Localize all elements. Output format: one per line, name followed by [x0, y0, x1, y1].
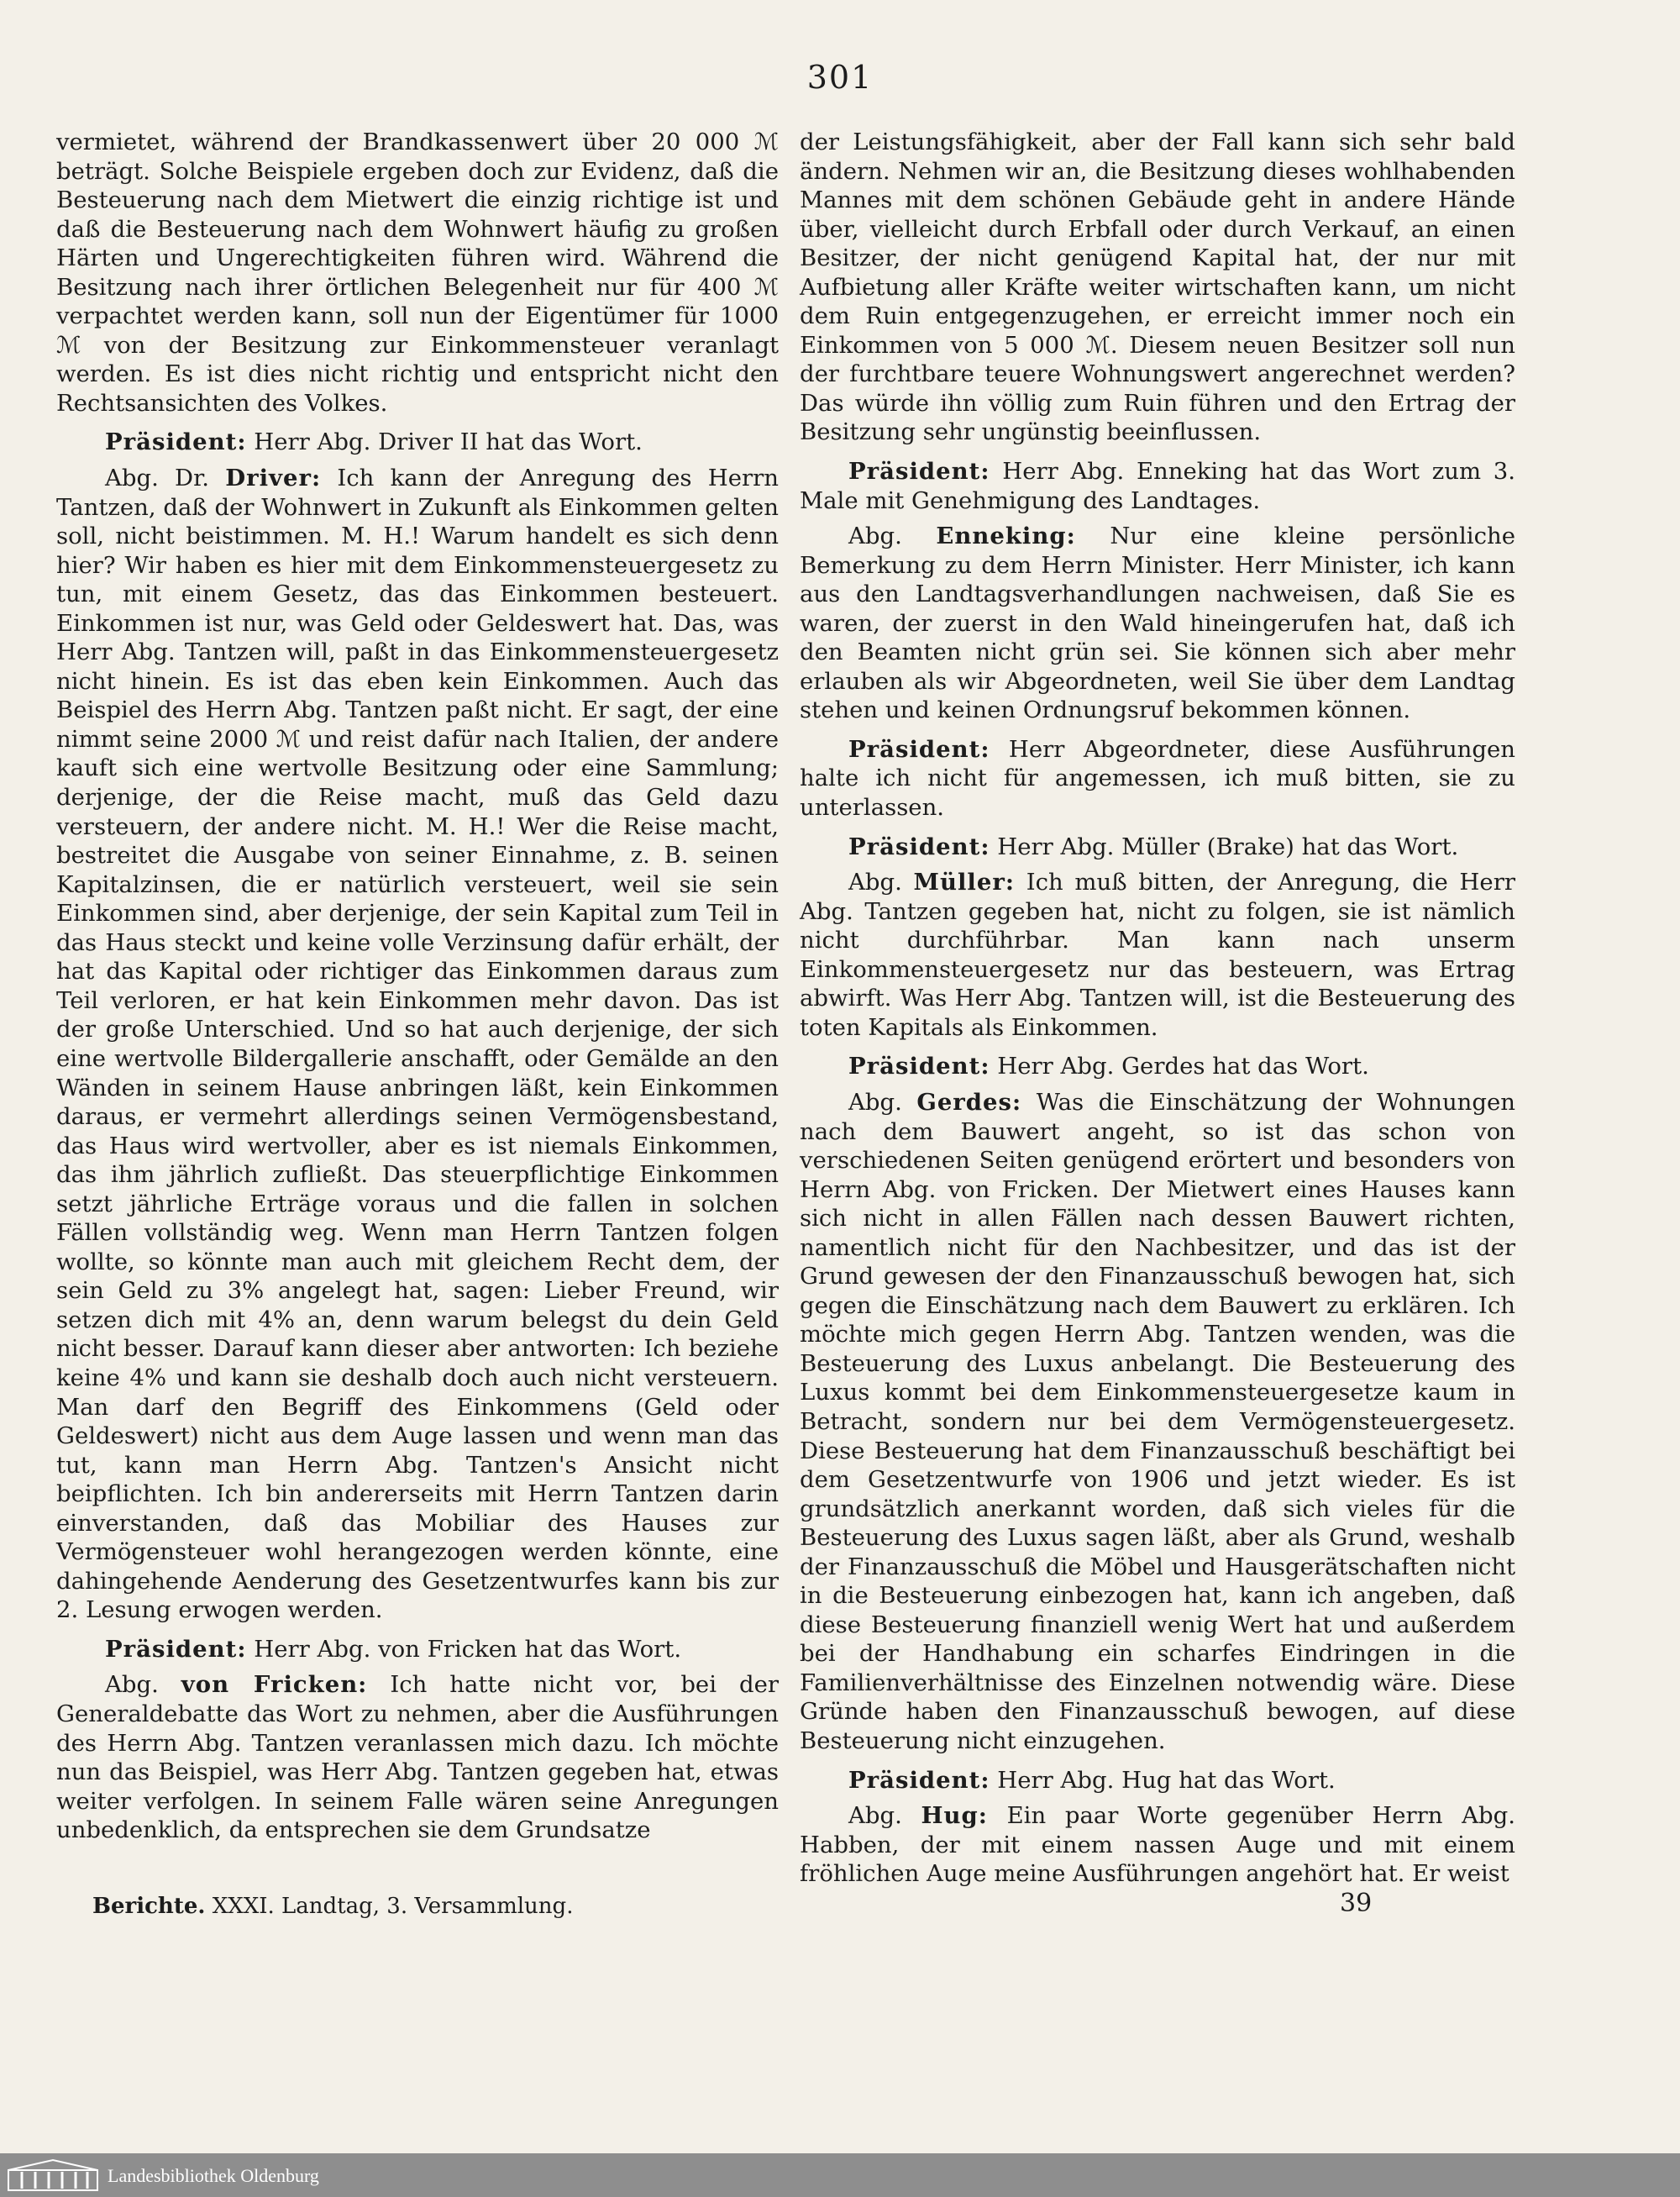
speaker-name: Driver:	[225, 465, 322, 492]
speech-text: Ich hatte nicht vor, bei der Generaldebatte das Wort zu nehmen, aber die Ausführungen des Herrn Abg. Tantzen veranlassen mich dazu. Ich möchte nun das Beispiel, was Herr Abg. Tantzen gegeben hat, etwas weiter verfolgen. In seinem Falle wären seine Anregungen unbedenklich, da entsprechen sie dem Grundsatze	[56, 1671, 779, 1844]
speech-text: Was die Einschätzung der Wohnungen nach dem Bauwert angeht, so ist das schon von verschiedenen Seiten genügend erörtert und besonders von Herrn Abg. von Fricken. Der Mietwert eines Hauses kann sich nicht in allen Fällen nach dessen Bauwert richten, namentlich nicht für den Nachbesitzer, und das ist der Grund gewesen der den Finanzausschuß bewogen hat, sich gegen die Einschätzung nach dem Bauwert zu erklären. Ich möchte mich gegen Herrn Abg. Tantzen wenden, was die Besteuerung des Luxus anbelangt. Die Besteuerung des Luxus kommt bei dem Einkommensteuergesetze kaum in Betracht, sondern nur bei dem Vermögensteuergesetz. Diese Besteuerung hat dem Finanzausschuß beschäftigt bei dem Gesetzentwurfe von 1906 und jetzt wieder. Es ist grundsätzlich anerkannt worden, daß sich vieles für die Besteuerung des Luxus sagen läßt, aber als Grund, weshalb der Finanzausschuß die Möbel und Hausgerätschaften nicht in die Besteuerung einbezogen hat, kann ich angeben, daß diese Besteuerung finanziell wenig Wert hat und außerdem bei der Handhabung ein scharfes Eindringen in die Familienverhältnisse des Einzelnen notwendig wäre. Diese Gründe haben den Finanzausschuß bewogen, auf diese Besteuerung nicht einzugehen.	[800, 1088, 1515, 1754]
speaker-prefix: Abg.	[105, 1671, 159, 1699]
speech-text: Herr Abg. Müller (Brake) hat das Wort.	[997, 833, 1459, 860]
president-line	[800, 735, 1515, 823]
speaker-prefix: Abg.	[848, 1088, 902, 1116]
speech-text: Herr Abg. von Fricken hat das Wort.	[254, 1635, 682, 1663]
speaker-name: Präsident:	[848, 1053, 990, 1080]
speaker-name: von Fricken:	[181, 1671, 368, 1699]
right-column	[800, 128, 1515, 1889]
signature-mark: 39	[1340, 1889, 1373, 1918]
speaker-prefix: Abg.	[848, 523, 902, 550]
paragraph	[56, 464, 779, 1625]
page-number: 301	[806, 59, 874, 96]
speech-text: Ich kann der Anregung des Herrn Tantzen, daß der Wohnwert in Zukunft als Einkommen gelten soll, nicht beistimmen. M. H.! Warum handelt es sich denn hier? Wir haben es hier mit dem Einkommensteuergesetz zu tun, mit einem Gesetz, das das Einkommen besteuert. Einkommen ist nur, was Geld oder Geldeswert hat. Das, was Herr Abg. Tantzen will, paßt in das Einkommensteuergesetz nicht hinein. Es ist das eben kein Einkommen. Auch das Beispiel des Herrn Abg. Tantzen paßt nicht. Er sagt, der eine nimmt seine 2000 ℳ und reist dafür nach Italien, der andere kauft sich eine wertvolle Besitzung oder eine Sammlung; derjenige, der die Reise macht, muß das Geld dazu versteuern, der andere nicht. M. H.! Wer die Reise macht, bestreitet die Ausgabe von seiner Einnahme, z. B. seinen Kapitalzinsen, die er natürlich versteuert, weil sie sein Einkommen sind, aber derjenige, der sein Kapital zum Teil in das Haus steckt und keine volle Verzinsung dafür erhält, der hat das Kapital oder richtiger das Einkommen daraus zum Teil verloren, er hat kein Einkommen mehr davon. Das ist der große Unterschied. Und so hat auch derjenige, der sich eine wertvolle Bildergallerie anschafft, oder Gemälde an den Wänden in seinem Hause anbringen läßt, kein Einkommen daraus, er vermehrt allerdings seinen Vermögensbestand, das Haus wird wertvoller, aber es ist niemals Einkommen, das ihm jährlich zufließt. Das steuerpflichtige Einkommen setzt jährliche Erträge voraus und die fallen in solchen Fällen vollständig weg. Wenn man Herrn Tantzen folgen wollte, so könnte man auch mit gleichem Recht dem, der sein Geld zu 3% angelegt hat, sagen: Lieber Freund, wir setzen dich mit 4% an, denn warum belegst du dein Geld nicht besser. Darauf kann dieser aber antworten: Ich beziehe keine 4% und kann sie deshalb doch auch nicht versteuern. Man darf den Begriff des Einkommens (Geld oder Geldeswert) nicht aus dem Auge lassen und wenn man das tut, kann man Herrn Abg. Tantzen's Ansicht nicht beipflichten. Ich bin andererseits mit Herrn Tantzen darin einverstanden, daß das Mobiliar des Hauses zur Vermögensteuer wohl herangezogen werden könnte, eine dahingehende Aenderung des Gesetzentwurfes kann bis zur 2. Lesung erwogen werden.	[56, 465, 779, 1624]
paragraph	[800, 1088, 1515, 1756]
footer-rest: XXXI. Landtag, 3. Versammlung.	[212, 1894, 574, 1919]
speaker-name: Präsident:	[848, 1766, 990, 1794]
speaker-name: Hug:	[921, 1802, 988, 1830]
paragraph	[56, 1670, 779, 1844]
paragraph: vermietet, während der Brandkassenwert über 20 000 ℳ beträgt. Solche Beispiele ergeben doch zur Evidenz, daß die Besteuerung nach dem Mietwert die einzig richtige ist und daß die Besteuerung nach dem Wohnwert häufig zu großen Härten und Ungerechtigkeiten führen wird. Während die Besitzung nach ihrer örtlichen Belegenheit nur für 400 ℳ verpachtet werden kann, soll nun der Eigentümer für 1000 ℳ von der Besitzung zur Einkommensteuer veranlagt werden. Es ist dies nicht richtig und entspricht nicht den Rechtsansichten des Volkes.	[56, 129, 779, 417]
speaker-name: Enneking:	[936, 523, 1076, 550]
paragraph	[800, 1801, 1515, 1889]
speaker-name: Gerdes:	[916, 1088, 1022, 1116]
president-line	[800, 833, 1515, 862]
speech-text: Herr Abg. Gerdes hat das Wort.	[997, 1053, 1369, 1080]
speech-text: Herr Abgeordneter, diese Ausführungen halte ich nicht für angemessen, ich muß bitten, sie zu unterlassen.	[800, 735, 1515, 822]
speaker-prefix: Abg.	[848, 1802, 902, 1830]
speaker-prefix: Abg. Dr.	[105, 465, 209, 492]
speaker-name: Präsident:	[848, 735, 990, 763]
library-building-icon	[7, 2158, 99, 2192]
speech-text: Nur eine kleine persönliche Bemerkung zu dem Herrn Minister. Herr Minister, ich kann aus den Landtagsverhandlungen nachweisen, daß Sie es waren, der zuerst in den Wald hineingerufen hat, daß ich den Beamten nicht grün sei. Sie können sich aber mehr erlauben als wir Abgeordneten, weil Sie über dem Landtag stehen und keinen Ordnungsruf bekommen können.	[800, 523, 1515, 724]
speaker-name: Präsident:	[848, 833, 990, 860]
speech-text: Herr Abg. Enneking hat das Wort zum 3. Male mit Genehmigung des Landtages.	[800, 458, 1515, 514]
president-line	[56, 428, 779, 457]
footer-title: Berichte.	[92, 1894, 206, 1919]
speaker-name: Präsident:	[848, 458, 990, 486]
president-line	[800, 1052, 1515, 1081]
speech-text: Herr Abg. Driver II hat das Wort.	[254, 428, 643, 456]
president-line	[800, 457, 1515, 515]
paragraph	[800, 868, 1515, 1042]
paragraph: der Leistungsfähigkeit, aber der Fall kann sich sehr bald ändern. Nehmen wir an, die Besitzung dieses wohlhabenden Mannes mit dem schönen Gebäude geht in andere Hände über, vielleicht durch Erbfall oder durch Verkauf, an einen Besitzer, der nicht genügend Kapital hat, der nur mit Aufbietung aller Kräfte weiter wirtschaften kann, um nicht dem Ruin entgegenzugehen, er erreicht immer noch ein Einkommen von 5 000 ℳ. Diesem neuen Besitzer soll nun der furchtbare teuere Wohnungswert angerechnet werden? Das würde ihn völlig zum Ruin führen und den Ertrag der Besitzung sehr ungünstig beeinflussen.	[800, 129, 1515, 446]
library-bar	[0, 2153, 1680, 2197]
library-label: Landesbibliothek Oldenburg	[108, 2165, 319, 2186]
speaker-prefix: Abg.	[848, 869, 902, 896]
speech-text: Herr Abg. Hug hat das Wort.	[997, 1766, 1336, 1794]
paragraph	[800, 522, 1515, 725]
speaker-name: Präsident:	[105, 428, 247, 456]
speech-text: Ein paar Worte gegenüber Herrn Abg. Habben, der mit einem nassen Auge und mit einem fröhlichen Auge meine Ausführungen angehört hat. Er weist	[800, 1802, 1515, 1888]
president-line	[800, 1766, 1515, 1795]
left-column	[56, 128, 779, 1845]
speech-text: Ich muß bitten, der Anregung, die Herr Abg. Tantzen gegeben hat, nicht zu folgen, sie ist nämlich nicht durchführbar. Man kann nach unserm Einkommensteuergesetz nur das besteuern, was Ertrag abwirft. Was Herr Abg. Tantzen will, ist die Besteuerung des toten Kapitals als Einkommen.	[800, 869, 1515, 1041]
president-line	[56, 1635, 779, 1664]
speaker-name: Müller:	[913, 869, 1015, 896]
footer-citation	[92, 1894, 573, 1919]
speaker-name: Präsident:	[105, 1635, 247, 1663]
